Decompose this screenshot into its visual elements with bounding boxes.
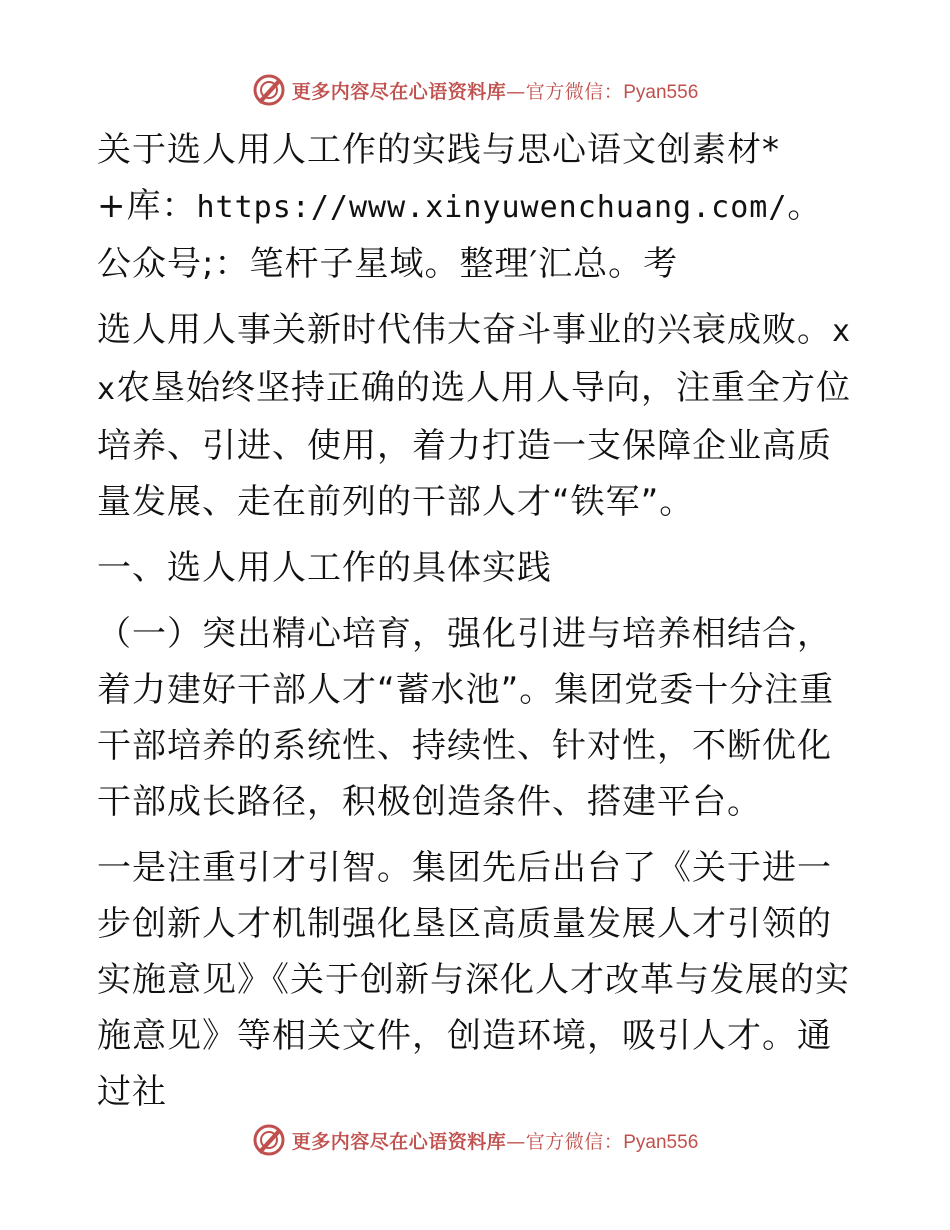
banner-dash: — bbox=[506, 1130, 526, 1153]
paragraph-intro-b: 农垦始终坚持正确的选人用人导向，注重全方位培养、引进、使用，着力打造一支保障企业高质量发展、走在前列的干部人才“铁军”。 bbox=[97, 368, 852, 522]
paragraph-intro-xx: xx bbox=[97, 314, 852, 407]
paragraph-intro bbox=[97, 302, 857, 530]
banner-wechat-label: 官方微信： bbox=[525, 1130, 624, 1153]
banner-main-text: 更多内容尽在心语资料库 bbox=[291, 80, 507, 103]
pen-logo-icon bbox=[252, 73, 286, 107]
banner-text bbox=[292, 1127, 699, 1154]
banner-wechat-id: Pyan556 bbox=[623, 81, 699, 103]
title-part-1: 关于选人用人工作的实践与思心语文创素材 bbox=[97, 130, 762, 170]
title-part-3: 。公众号;：笔杆子星域。整理′汇总。考 bbox=[97, 186, 823, 284]
banner-wechat-label: 官方微信： bbox=[525, 80, 624, 103]
paragraph-point-1: 一是注重引才引智。集团先后出台了《关于进一步创新人才机制强化垦区高质量发展人才引领的实施意见》《关于创新与深化人才改革与发展的实施意见》等相关文件，创造环境，吸引人才。通过社 bbox=[97, 848, 850, 1112]
title-part-2: *+库： bbox=[97, 130, 780, 226]
document-body bbox=[97, 122, 857, 1130]
document-title bbox=[97, 122, 857, 292]
banner-main-text: 更多内容尽在心语资料库 bbox=[291, 1130, 507, 1153]
pen-logo-icon bbox=[252, 1123, 286, 1157]
banner-text bbox=[292, 77, 699, 104]
banner-dash: — bbox=[506, 80, 526, 103]
paragraph-intro-a: 选人用人事关新时代伟大奋斗事业的兴衰成败。 bbox=[97, 310, 832, 350]
header-banner bbox=[0, 70, 950, 110]
banner-wechat-id: Pyan556 bbox=[623, 1131, 699, 1153]
section-heading-1: 一、选人用人工作的具体实践 bbox=[97, 548, 552, 588]
footer-banner bbox=[0, 1120, 950, 1160]
title-url: https://www.xinyuwenchuang.com/ bbox=[196, 190, 788, 225]
paragraph-subsection-1: （一）突出精心培育，强化引进与培养相结合，着力建好干部人才“蓄水池”。集团党委十分注重干部培养的系统性、持续性、针对性，不断优化干部成长路径，积极创造条件、搭建平台。 bbox=[97, 614, 835, 822]
